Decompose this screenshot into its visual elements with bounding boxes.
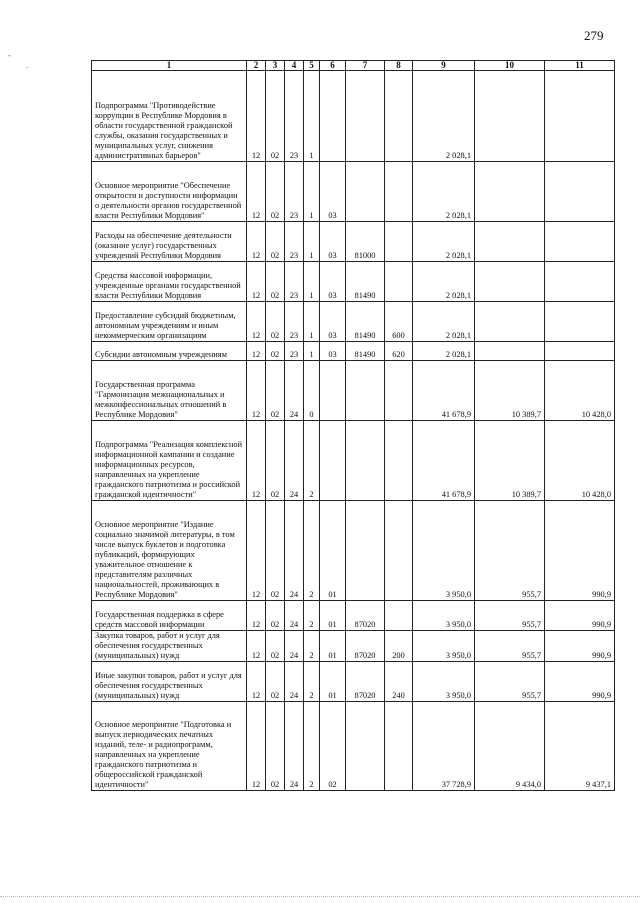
cell-c3: 02: [266, 361, 285, 421]
cell-c2: 12: [247, 631, 266, 662]
row-name: Основное мероприятие "Обеспечение открытости и доступности информации о деятельности органов государственной власти Республики Мордовия": [92, 162, 247, 222]
cell-c3: 02: [266, 71, 285, 162]
cell-c3: 02: [266, 631, 285, 662]
cell-c2: 12: [247, 71, 266, 162]
cell-c5: 1: [304, 222, 320, 262]
cell-c4: 23: [285, 302, 304, 342]
table-row: [92, 601, 615, 631]
cell-c10: 955,7: [475, 601, 545, 631]
cell-c8: [385, 262, 413, 302]
row-name: Основное мероприятие "Подготовка и выпуск периодических печатных изданий, теле- и радиопрограмм, направленных на укрепление гражданского патриотизма и общероссийской гражданской идентичности": [92, 702, 247, 791]
cell-c6: 01: [320, 662, 346, 702]
cell-c3: 02: [266, 702, 285, 791]
cell-c9: 2 028,1: [413, 71, 475, 162]
table-header-row: [92, 61, 615, 71]
cell-c9: 2 028,1: [413, 342, 475, 361]
table-row: [92, 631, 615, 662]
cell-c11: 990,9: [545, 631, 615, 662]
cell-c4: 24: [285, 361, 304, 421]
cell-c3: 02: [266, 302, 285, 342]
cell-c6: 01: [320, 631, 346, 662]
cell-c10: 10 389,7: [475, 361, 545, 421]
cell-c7: 81490: [346, 342, 385, 361]
cell-c8: [385, 702, 413, 791]
cell-c8: 600: [385, 302, 413, 342]
cell-c10: 955,7: [475, 631, 545, 662]
table-row: [92, 421, 615, 501]
cell-c4: 24: [285, 702, 304, 791]
cell-c8: 620: [385, 342, 413, 361]
cell-c9: 2 028,1: [413, 162, 475, 222]
table-row: [92, 501, 615, 601]
cell-c3: 02: [266, 421, 285, 501]
table-row: [92, 162, 615, 222]
cell-c5: 1: [304, 262, 320, 302]
cell-c4: 23: [285, 342, 304, 361]
column-header: 8: [385, 61, 413, 71]
cell-c3: 02: [266, 262, 285, 302]
column-header: 11: [545, 61, 615, 71]
table-row: [92, 702, 615, 791]
cell-c6: [320, 361, 346, 421]
cell-c9: 3 950,0: [413, 501, 475, 601]
cell-c9: 37 728,9: [413, 702, 475, 791]
cell-c6: 03: [320, 262, 346, 302]
cell-c7: [346, 421, 385, 501]
cell-c4: 23: [285, 162, 304, 222]
cell-c8: [385, 421, 413, 501]
cell-c9: 2 028,1: [413, 262, 475, 302]
row-name: Иные закупки товаров, работ и услуг для обеспечения государственных (муниципальных) нужд: [92, 662, 247, 702]
column-header: 3: [266, 61, 285, 71]
cell-c7: 81490: [346, 262, 385, 302]
column-header: 7: [346, 61, 385, 71]
cell-c2: 12: [247, 222, 266, 262]
cell-c8: 240: [385, 662, 413, 702]
cell-c7: [346, 71, 385, 162]
row-name: Средства массовой информации, учрежденные органами государственной власти Республики Мордовия: [92, 262, 247, 302]
table-row: [92, 262, 615, 302]
cell-c8: [385, 71, 413, 162]
cell-c7: [346, 501, 385, 601]
cell-c8: [385, 501, 413, 601]
cell-c9: 41 678,9: [413, 361, 475, 421]
cell-c3: 02: [266, 222, 285, 262]
column-header: 10: [475, 61, 545, 71]
cell-c5: 2: [304, 501, 320, 601]
cell-c7: [346, 702, 385, 791]
cell-c2: 12: [247, 501, 266, 601]
cell-c3: 02: [266, 662, 285, 702]
row-name: Государственная поддержка в сфере средств массовой информации: [92, 601, 247, 631]
column-header: 9: [413, 61, 475, 71]
cell-c7: [346, 162, 385, 222]
cell-c6: 03: [320, 222, 346, 262]
cell-c10: [475, 162, 545, 222]
cell-c11: [545, 222, 615, 262]
cell-c6: [320, 421, 346, 501]
cell-c11: [545, 262, 615, 302]
cell-c5: 2: [304, 421, 320, 501]
column-header: 4: [285, 61, 304, 71]
cell-c6: 01: [320, 501, 346, 601]
cell-c2: 12: [247, 162, 266, 222]
cell-c10: [475, 342, 545, 361]
cell-c7: 87020: [346, 631, 385, 662]
cell-c11: [545, 162, 615, 222]
column-header: 6: [320, 61, 346, 71]
cell-c10: 955,7: [475, 501, 545, 601]
cell-c9: 3 950,0: [413, 631, 475, 662]
cell-c3: 02: [266, 501, 285, 601]
cell-c7: 81490: [346, 302, 385, 342]
cell-c10: 955,7: [475, 662, 545, 702]
cell-c9: 3 950,0: [413, 601, 475, 631]
table-row: [92, 302, 615, 342]
row-name: Основное мероприятие "Издание социально значимой литературы, в том числе выпуск буклетов и подготовка публикаций, формирующих уважительное отношение к представителям различных национальностей, проживающих в Республике Мордовия": [92, 501, 247, 601]
cell-c11: [545, 302, 615, 342]
page-number: 279: [584, 28, 604, 43]
cell-c7: 87020: [346, 601, 385, 631]
table-row: [92, 222, 615, 262]
cell-c6: 03: [320, 162, 346, 222]
cell-c5: 2: [304, 631, 320, 662]
cell-c9: 3 950,0: [413, 662, 475, 702]
row-name: Субсидии автономным учреждениям: [92, 342, 247, 361]
cell-c6: 02: [320, 702, 346, 791]
cell-c4: 24: [285, 662, 304, 702]
cell-c2: 12: [247, 662, 266, 702]
cell-c6: 01: [320, 601, 346, 631]
cell-c10: [475, 71, 545, 162]
cell-c2: 12: [247, 601, 266, 631]
cell-c4: 23: [285, 262, 304, 302]
cell-c10: [475, 302, 545, 342]
table-row: [92, 361, 615, 421]
cell-c2: 12: [247, 302, 266, 342]
row-name: Предоставление субсидий бюджетным, автономным учреждениям и иным некоммерческим организациям: [92, 302, 247, 342]
cell-c3: 02: [266, 601, 285, 631]
budget-table: [91, 60, 615, 791]
cell-c5: 1: [304, 302, 320, 342]
cell-c5: 2: [304, 662, 320, 702]
cell-c4: 24: [285, 501, 304, 601]
cell-c2: 12: [247, 702, 266, 791]
cell-c9: 41 678,9: [413, 421, 475, 501]
cell-c7: 81000: [346, 222, 385, 262]
cell-c4: 24: [285, 631, 304, 662]
cell-c6: 03: [320, 302, 346, 342]
cell-c5: 1: [304, 162, 320, 222]
cell-c4: 23: [285, 71, 304, 162]
row-name: Государственная программа "Гармонизация межнациональных и межконфессиональных отношений в Республике Мордовия": [92, 361, 247, 421]
margin-mark: -: [8, 50, 11, 60]
cell-c11: [545, 71, 615, 162]
table-row: [92, 342, 615, 361]
cell-c11: 990,9: [545, 501, 615, 601]
cell-c8: 200: [385, 631, 413, 662]
cell-c10: 9 434,0: [475, 702, 545, 791]
cell-c2: 12: [247, 342, 266, 361]
cell-c7: 87020: [346, 662, 385, 702]
cell-c4: 23: [285, 222, 304, 262]
cell-c11: 10 428,0: [545, 361, 615, 421]
row-name: Подпрограмма "Противодействие коррупции в Республике Мордовия в области государственной гражданской службы, оказания государственных и муниципальных услуг, снижения административных барьеров": [92, 71, 247, 162]
cell-c10: 10 389,7: [475, 421, 545, 501]
cell-c9: 2 028,1: [413, 302, 475, 342]
cell-c11: [545, 342, 615, 361]
row-name: Закупка товаров, работ и услуг для обеспечения государственных (муниципальных) нужд: [92, 631, 247, 662]
cell-c11: 9 437,1: [545, 702, 615, 791]
cell-c6: 03: [320, 342, 346, 361]
cell-c5: 1: [304, 71, 320, 162]
row-name: Расходы на обеспечение деятельности (оказание услуг) государственных учреждений Республики Мордовия: [92, 222, 247, 262]
cell-c11: 10 428,0: [545, 421, 615, 501]
cell-c2: 12: [247, 421, 266, 501]
cell-c4: 24: [285, 421, 304, 501]
cell-c3: 02: [266, 342, 285, 361]
column-header: 2: [247, 61, 266, 71]
cell-c2: 12: [247, 262, 266, 302]
cell-c5: 2: [304, 601, 320, 631]
cell-c3: 02: [266, 162, 285, 222]
column-header: 5: [304, 61, 320, 71]
cell-c8: [385, 162, 413, 222]
cell-c8: [385, 361, 413, 421]
cell-c5: 2: [304, 702, 320, 791]
table-row: [92, 71, 615, 162]
cell-c11: 990,9: [545, 662, 615, 702]
cell-c5: 0: [304, 361, 320, 421]
cell-c9: 2 028,1: [413, 222, 475, 262]
column-header: 1: [92, 61, 247, 71]
row-name: Подпрограмма "Реализация комплексной информационной кампании и создание информационных ресурсов, направленных на укрепление гражданского патриотизма и российской гражданской идентичности": [92, 421, 247, 501]
margin-mark: .: [26, 60, 29, 70]
cell-c6: [320, 71, 346, 162]
table-row: [92, 662, 615, 702]
cell-c8: [385, 222, 413, 262]
cell-c5: 1: [304, 342, 320, 361]
cell-c8: [385, 601, 413, 631]
cell-c2: 12: [247, 361, 266, 421]
cell-c7: [346, 361, 385, 421]
cell-c10: [475, 262, 545, 302]
cell-c10: [475, 222, 545, 262]
cell-c4: 24: [285, 601, 304, 631]
cell-c11: 990,9: [545, 601, 615, 631]
